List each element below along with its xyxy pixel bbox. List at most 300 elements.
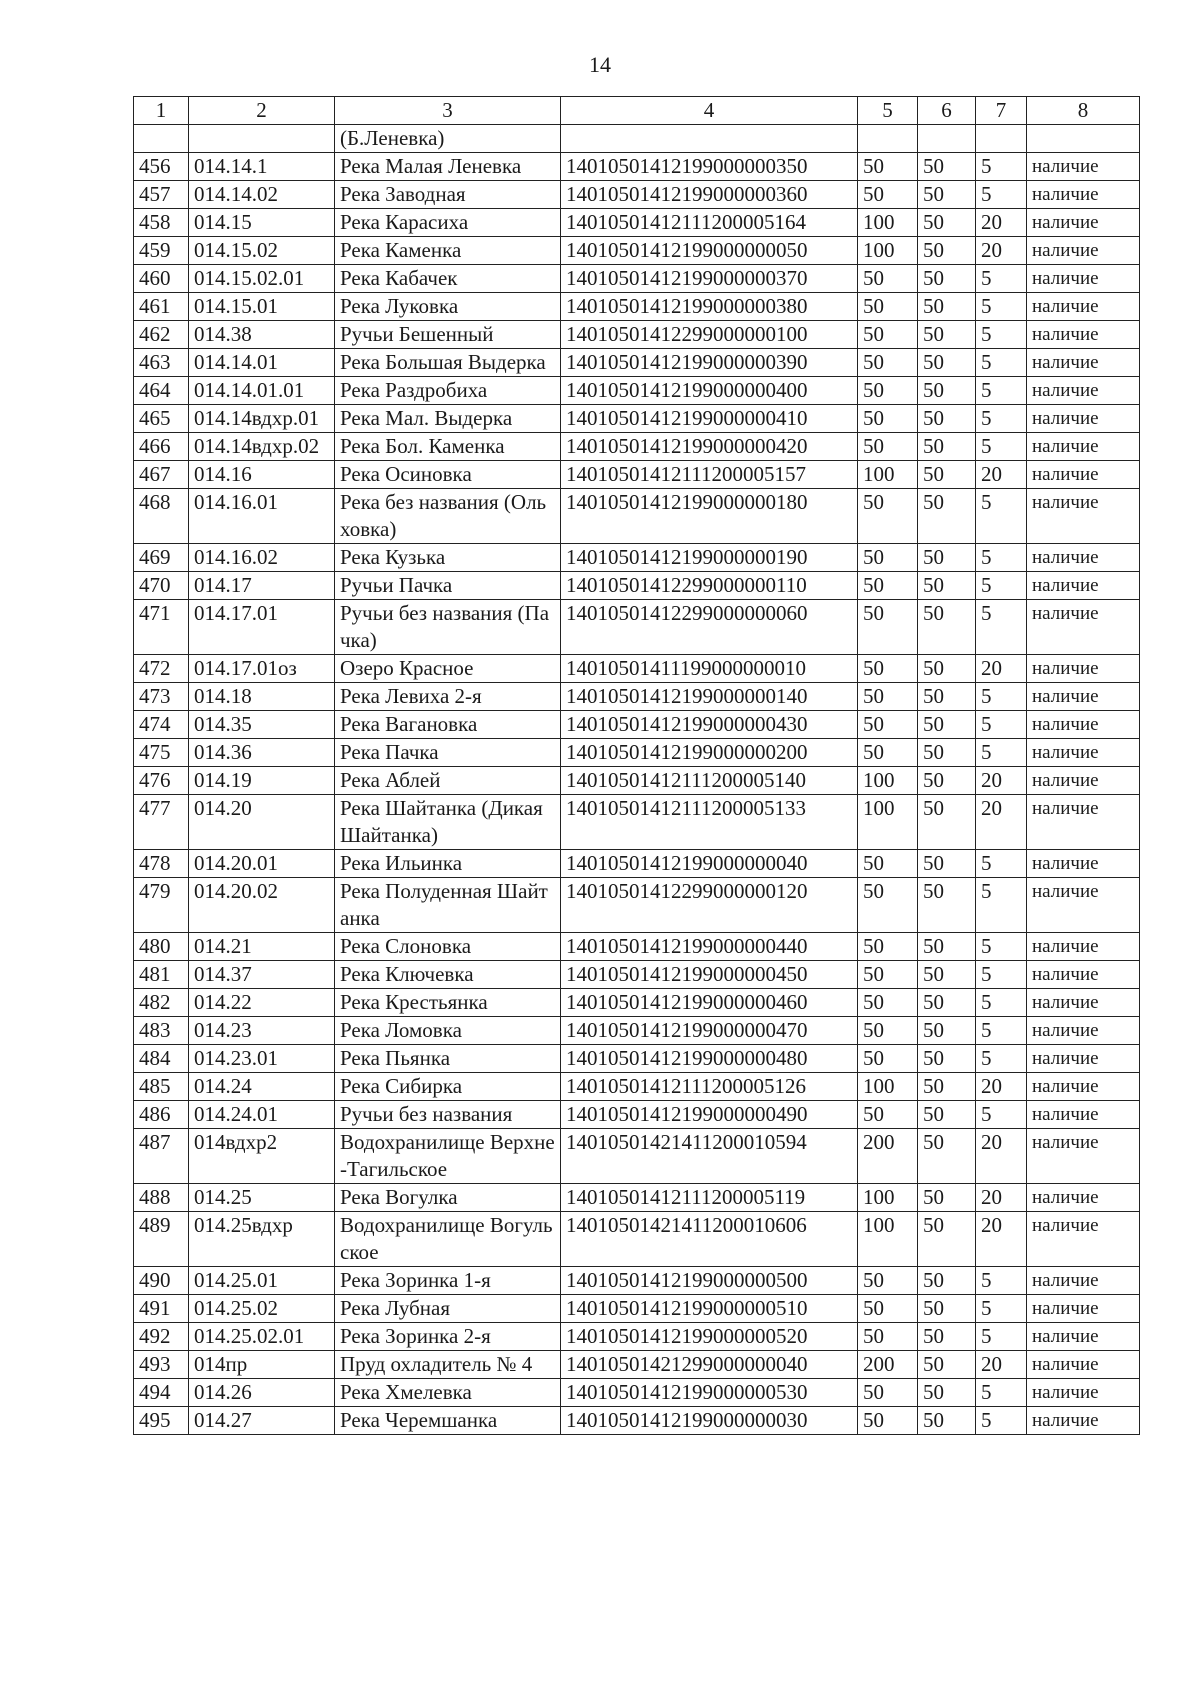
cell-col7: 20 — [976, 237, 1027, 265]
cell-name: Ручьи без названия — [335, 1101, 561, 1129]
table-row — [134, 655, 1140, 683]
cell-registry-code: 14010501412299000000110 — [561, 572, 858, 600]
cell-col5: 50 — [858, 293, 918, 321]
cell-number: 458 — [134, 209, 189, 237]
cell-number: 495 — [134, 1407, 189, 1435]
cell-col5: 100 — [858, 795, 918, 850]
cell-col7: 5 — [976, 1045, 1027, 1073]
cell-col5: 50 — [858, 850, 918, 878]
cell-col5: 100 — [858, 767, 918, 795]
cell-col7: 5 — [976, 265, 1027, 293]
cell-col6: 50 — [918, 1129, 976, 1184]
cell-code: 014.26 — [189, 1379, 335, 1407]
cell-col7: 20 — [976, 767, 1027, 795]
cell-col5: 100 — [858, 1184, 918, 1212]
cell-registry-code: 14010501412199000000520 — [561, 1323, 858, 1351]
cell-col6: 50 — [918, 1045, 976, 1073]
cell-number: 475 — [134, 739, 189, 767]
cell-col5: 50 — [858, 989, 918, 1017]
cell-status: наличие — [1027, 1295, 1140, 1323]
column-header-3: 3 — [335, 97, 561, 125]
cell-name: Река Кабачек — [335, 265, 561, 293]
column-header-4: 4 — [561, 97, 858, 125]
table-row — [134, 1212, 1140, 1267]
cell-registry-code: 14010501412199000000430 — [561, 711, 858, 739]
cell-col6: 50 — [918, 683, 976, 711]
cell-col6: 50 — [918, 1073, 976, 1101]
cell-number: 463 — [134, 349, 189, 377]
cell-number: 478 — [134, 850, 189, 878]
cell-registry-code: 14010501412199000000440 — [561, 933, 858, 961]
cell-registry-code: 14010501412199000000510 — [561, 1295, 858, 1323]
cell-registry-code: 14010501412199000000040 — [561, 850, 858, 878]
cell-number: 465 — [134, 405, 189, 433]
cell-col5: 50 — [858, 683, 918, 711]
cell-name: Река Карасиха — [335, 209, 561, 237]
table-row — [134, 489, 1140, 544]
continuation-row — [134, 125, 1140, 153]
cell-col6: 50 — [918, 544, 976, 572]
cell-status: наличие — [1027, 655, 1140, 683]
cell-name: Ручьи Пачка — [335, 572, 561, 600]
cell-status: наличие — [1027, 209, 1140, 237]
cell-registry-code: 14010501412111200005126 — [561, 1073, 858, 1101]
table-row — [134, 989, 1140, 1017]
cell-col5: 50 — [858, 181, 918, 209]
cell-code: 014.37 — [189, 961, 335, 989]
cell-code: 014.20.02 — [189, 878, 335, 933]
cell-col5: 50 — [858, 153, 918, 181]
table-row — [134, 850, 1140, 878]
cell-col7: 5 — [976, 293, 1027, 321]
cell-name: Река Раздробиха — [335, 377, 561, 405]
cell-col7: 20 — [976, 655, 1027, 683]
cell-registry-code: 14010501412111200005164 — [561, 209, 858, 237]
cell-number: 486 — [134, 1101, 189, 1129]
column-header-1: 1 — [134, 97, 189, 125]
cell-col7: 5 — [976, 1407, 1027, 1435]
column-header-5: 5 — [858, 97, 918, 125]
cell-name: Река Ключевка — [335, 961, 561, 989]
cell-name: Река Мал. Выдерка — [335, 405, 561, 433]
cell-registry-code: 14010501412199000000350 — [561, 153, 858, 181]
cell-col6: 50 — [918, 153, 976, 181]
cell-name: Река Пьянка — [335, 1045, 561, 1073]
cell-registry-code: 14010501421299000000040 — [561, 1351, 858, 1379]
cell-name: Река Вогулка — [335, 1184, 561, 1212]
cell-registry-code: 14010501412299000000060 — [561, 600, 858, 655]
cell-code: 014.15.01 — [189, 293, 335, 321]
cell-number: 481 — [134, 961, 189, 989]
table-row — [134, 683, 1140, 711]
cell-col5: 200 — [858, 1351, 918, 1379]
cell-col7: 20 — [976, 1212, 1027, 1267]
cell-status: наличие — [1027, 1407, 1140, 1435]
cell-status: наличие — [1027, 433, 1140, 461]
cell-col6: 50 — [918, 1267, 976, 1295]
cell-col6: 50 — [918, 181, 976, 209]
cell-code: 014.38 — [189, 321, 335, 349]
cell-status: наличие — [1027, 181, 1140, 209]
cell-col7: 5 — [976, 321, 1027, 349]
cell-registry-code: 14010501412199000000140 — [561, 683, 858, 711]
cell-name: Водохранилище Вогульское — [335, 1212, 561, 1267]
cell-code: 014.25 — [189, 1184, 335, 1212]
cell-status: наличие — [1027, 153, 1140, 181]
cell-registry-code: 14010501412111200005140 — [561, 767, 858, 795]
cell-name: Река Черемшанка — [335, 1407, 561, 1435]
cell-registry-code: 14010501412199000000380 — [561, 293, 858, 321]
water-objects-table — [133, 96, 1140, 1435]
cell-code: 014.16.01 — [189, 489, 335, 544]
cell-code: 014вдхр2 — [189, 1129, 335, 1184]
cell-name: Река Сибирка — [335, 1073, 561, 1101]
cell-col6: 50 — [918, 933, 976, 961]
table-row — [134, 461, 1140, 489]
cell-col7: 5 — [976, 153, 1027, 181]
table-row — [134, 1045, 1140, 1073]
cell-col6: 50 — [918, 989, 976, 1017]
cell-name: Река Шайтанка (Дикая Шайтанка) — [335, 795, 561, 850]
cell-col7: 20 — [976, 795, 1027, 850]
cell-col7: 5 — [976, 349, 1027, 377]
cell-name: Река без названия (Ольховка) — [335, 489, 561, 544]
cell-code: 014.16 — [189, 461, 335, 489]
cell-code: 014пр — [189, 1351, 335, 1379]
cell-col6: 50 — [918, 600, 976, 655]
cell-col7: 5 — [976, 572, 1027, 600]
cell-name: Река Зоринка 2-я — [335, 1323, 561, 1351]
cell-col7 — [976, 125, 1027, 153]
cell-name: Река Слоновка — [335, 933, 561, 961]
cell-status: наличие — [1027, 1184, 1140, 1212]
cell-col7: 5 — [976, 1323, 1027, 1351]
cell-number: 476 — [134, 767, 189, 795]
cell-col6: 50 — [918, 878, 976, 933]
cell-code: 014.17.01 — [189, 600, 335, 655]
cell-col5: 50 — [858, 349, 918, 377]
cell-registry-code: 14010501412299000000120 — [561, 878, 858, 933]
table-row — [134, 572, 1140, 600]
cell-status: наличие — [1027, 1379, 1140, 1407]
cell-status: наличие — [1027, 377, 1140, 405]
cell-number: 492 — [134, 1323, 189, 1351]
table-row — [134, 433, 1140, 461]
table-row — [134, 739, 1140, 767]
cell-col7: 5 — [976, 600, 1027, 655]
cell-col6: 50 — [918, 572, 976, 600]
cell-col5: 50 — [858, 1295, 918, 1323]
cell-registry-code: 14010501412199000000470 — [561, 1017, 858, 1045]
cell-col6: 50 — [918, 1351, 976, 1379]
cell-col7: 20 — [976, 461, 1027, 489]
cell-col6: 50 — [918, 767, 976, 795]
cell-name: Озеро Красное — [335, 655, 561, 683]
table-row — [134, 237, 1140, 265]
cell-col7: 5 — [976, 181, 1027, 209]
cell-status: наличие — [1027, 1323, 1140, 1351]
cell-status: наличие — [1027, 489, 1140, 544]
cell-col7: 5 — [976, 711, 1027, 739]
cell-registry-code: 14010501412111200005133 — [561, 795, 858, 850]
table-row — [134, 293, 1140, 321]
cell-number: 470 — [134, 572, 189, 600]
cell-name: Река Ильинка — [335, 850, 561, 878]
cell-code: 014.20.01 — [189, 850, 335, 878]
cell-col6: 50 — [918, 1017, 976, 1045]
cell-code: 014.36 — [189, 739, 335, 767]
cell-number: 493 — [134, 1351, 189, 1379]
cell-status: наличие — [1027, 461, 1140, 489]
cell-col5: 50 — [858, 1101, 918, 1129]
cell-col6: 50 — [918, 489, 976, 544]
cell-col5: 200 — [858, 1129, 918, 1184]
cell-col6: 50 — [918, 850, 976, 878]
cell-col6: 50 — [918, 461, 976, 489]
cell-col7: 20 — [976, 1351, 1027, 1379]
cell-status: наличие — [1027, 1267, 1140, 1295]
cell-col7: 5 — [976, 683, 1027, 711]
cell-number: 490 — [134, 1267, 189, 1295]
column-header-8: 8 — [1027, 97, 1140, 125]
table-row — [134, 349, 1140, 377]
cell-name: (Б.Леневка) — [335, 125, 561, 153]
cell-status: наличие — [1027, 349, 1140, 377]
cell-col6 — [918, 125, 976, 153]
cell-col6: 50 — [918, 711, 976, 739]
cell-name: Река Аблей — [335, 767, 561, 795]
cell-name: Река Пачка — [335, 739, 561, 767]
cell-code: 014.14.1 — [189, 153, 335, 181]
cell-code: 014.25вдхр — [189, 1212, 335, 1267]
cell-status: наличие — [1027, 237, 1140, 265]
cell-col7: 20 — [976, 1129, 1027, 1184]
cell-col6: 50 — [918, 237, 976, 265]
cell-col6: 50 — [918, 961, 976, 989]
table-row — [134, 1184, 1140, 1212]
cell-name: Река Ломовка — [335, 1017, 561, 1045]
cell-status: наличие — [1027, 683, 1140, 711]
table-row — [134, 209, 1140, 237]
cell-number: 491 — [134, 1295, 189, 1323]
cell-registry-code: 14010501421411200010594 — [561, 1129, 858, 1184]
cell-code: 014.14.01.01 — [189, 377, 335, 405]
cell-status: наличие — [1027, 878, 1140, 933]
cell-name: Река Зоринка 1-я — [335, 1267, 561, 1295]
cell-registry-code: 14010501412199000000190 — [561, 544, 858, 572]
cell-col6: 50 — [918, 1407, 976, 1435]
cell-number: 488 — [134, 1184, 189, 1212]
cell-status: наличие — [1027, 1351, 1140, 1379]
cell-number: 466 — [134, 433, 189, 461]
cell-col5: 50 — [858, 321, 918, 349]
table-row — [134, 1073, 1140, 1101]
cell-code: 014.17.01оз — [189, 655, 335, 683]
table-row — [134, 933, 1140, 961]
cell-registry-code: 14010501412199000000530 — [561, 1379, 858, 1407]
cell-number: 484 — [134, 1045, 189, 1073]
cell-col7: 5 — [976, 1379, 1027, 1407]
cell-col5: 50 — [858, 1407, 918, 1435]
cell-col5: 50 — [858, 1045, 918, 1073]
cell-number — [134, 125, 189, 153]
cell-col6: 50 — [918, 321, 976, 349]
table-row — [134, 153, 1140, 181]
cell-registry-code: 14010501412199000000420 — [561, 433, 858, 461]
cell-code: 014.19 — [189, 767, 335, 795]
cell-col7: 5 — [976, 544, 1027, 572]
cell-registry-code — [561, 125, 858, 153]
cell-status: наличие — [1027, 265, 1140, 293]
cell-registry-code: 14010501412199000000390 — [561, 349, 858, 377]
cell-col7: 5 — [976, 1295, 1027, 1323]
cell-col6: 50 — [918, 1184, 976, 1212]
cell-number: 479 — [134, 878, 189, 933]
cell-col6: 50 — [918, 739, 976, 767]
table-row — [134, 1017, 1140, 1045]
cell-col5 — [858, 125, 918, 153]
cell-status: наличие — [1027, 961, 1140, 989]
column-header-6: 6 — [918, 97, 976, 125]
cell-number: 462 — [134, 321, 189, 349]
cell-code: 014.20 — [189, 795, 335, 850]
cell-number: 485 — [134, 1073, 189, 1101]
cell-col7: 5 — [976, 878, 1027, 933]
cell-name: Река Заводная — [335, 181, 561, 209]
table-row — [134, 1129, 1140, 1184]
cell-number: 477 — [134, 795, 189, 850]
cell-col6: 50 — [918, 795, 976, 850]
cell-col6: 50 — [918, 1212, 976, 1267]
cell-col7: 5 — [976, 1017, 1027, 1045]
cell-name: Водохранилище Верхне-Тагильское — [335, 1129, 561, 1184]
cell-name: Ручьи Бешенный — [335, 321, 561, 349]
cell-col5: 50 — [858, 600, 918, 655]
cell-name: Река Каменка — [335, 237, 561, 265]
cell-code: 014.25.02.01 — [189, 1323, 335, 1351]
cell-col6: 50 — [918, 293, 976, 321]
cell-registry-code: 14010501412199000000500 — [561, 1267, 858, 1295]
cell-registry-code: 14010501411199000000010 — [561, 655, 858, 683]
cell-name: Река Хмелевка — [335, 1379, 561, 1407]
cell-col7: 5 — [976, 933, 1027, 961]
cell-registry-code: 14010501412199000000480 — [561, 1045, 858, 1073]
cell-code: 014.14.01 — [189, 349, 335, 377]
cell-code: 014.23.01 — [189, 1045, 335, 1073]
cell-code: 014.24 — [189, 1073, 335, 1101]
cell-code: 014.22 — [189, 989, 335, 1017]
cell-code: 014.15.02 — [189, 237, 335, 265]
cell-col7: 5 — [976, 433, 1027, 461]
cell-status — [1027, 125, 1140, 153]
cell-status: наличие — [1027, 989, 1140, 1017]
table-row — [134, 795, 1140, 850]
cell-registry-code: 14010501421411200010606 — [561, 1212, 858, 1267]
cell-col6: 50 — [918, 377, 976, 405]
table-row — [134, 1379, 1140, 1407]
table-row — [134, 181, 1140, 209]
cell-number: 456 — [134, 153, 189, 181]
cell-status: наличие — [1027, 1101, 1140, 1129]
cell-registry-code: 14010501412299000000100 — [561, 321, 858, 349]
cell-name: Река Вагановка — [335, 711, 561, 739]
cell-col7: 5 — [976, 850, 1027, 878]
cell-registry-code: 14010501412199000000490 — [561, 1101, 858, 1129]
cell-code: 014.16.02 — [189, 544, 335, 572]
cell-status: наличие — [1027, 1073, 1140, 1101]
cell-status: наличие — [1027, 600, 1140, 655]
cell-number: 461 — [134, 293, 189, 321]
table-row — [134, 265, 1140, 293]
cell-status: наличие — [1027, 544, 1140, 572]
header-row — [134, 97, 1140, 125]
cell-registry-code: 14010501412199000000180 — [561, 489, 858, 544]
table-row — [134, 321, 1140, 349]
cell-col6: 50 — [918, 405, 976, 433]
cell-col6: 50 — [918, 1323, 976, 1351]
cell-number: 464 — [134, 377, 189, 405]
cell-col7: 5 — [976, 489, 1027, 544]
cell-col5: 50 — [858, 739, 918, 767]
cell-code: 014.25.02 — [189, 1295, 335, 1323]
table-row — [134, 767, 1140, 795]
cell-col7: 5 — [976, 405, 1027, 433]
cell-code: 014.18 — [189, 683, 335, 711]
cell-col6: 50 — [918, 433, 976, 461]
cell-number: 489 — [134, 1212, 189, 1267]
cell-col7: 20 — [976, 1184, 1027, 1212]
cell-registry-code: 14010501412199000000030 — [561, 1407, 858, 1435]
cell-status: наличие — [1027, 572, 1140, 600]
cell-number: 457 — [134, 181, 189, 209]
cell-col5: 50 — [858, 405, 918, 433]
cell-col6: 50 — [918, 1379, 976, 1407]
cell-registry-code: 14010501412111200005157 — [561, 461, 858, 489]
cell-status: наличие — [1027, 1129, 1140, 1184]
cell-col5: 50 — [858, 1017, 918, 1045]
table-row — [134, 1101, 1140, 1129]
cell-number: 467 — [134, 461, 189, 489]
cell-registry-code: 14010501412199000000460 — [561, 989, 858, 1017]
cell-col5: 50 — [858, 544, 918, 572]
cell-number: 469 — [134, 544, 189, 572]
cell-code: 014.15 — [189, 209, 335, 237]
cell-col7: 5 — [976, 989, 1027, 1017]
cell-status: наличие — [1027, 711, 1140, 739]
cell-name: Река Большая Выдерка — [335, 349, 561, 377]
cell-col5: 100 — [858, 1073, 918, 1101]
cell-name: Река Бол. Каменка — [335, 433, 561, 461]
cell-col5: 100 — [858, 209, 918, 237]
cell-name: Река Левиха 2-я — [335, 683, 561, 711]
cell-col7: 20 — [976, 1073, 1027, 1101]
cell-col7: 5 — [976, 1267, 1027, 1295]
cell-status: наличие — [1027, 321, 1140, 349]
table-row — [134, 1323, 1140, 1351]
cell-code: 014.25.01 — [189, 1267, 335, 1295]
cell-code: 014.14вдхр.01 — [189, 405, 335, 433]
cell-number: 459 — [134, 237, 189, 265]
cell-code: 014.23 — [189, 1017, 335, 1045]
cell-status: наличие — [1027, 1017, 1140, 1045]
cell-code: 014.14вдхр.02 — [189, 433, 335, 461]
table-row — [134, 1295, 1140, 1323]
cell-name: Река Кузька — [335, 544, 561, 572]
cell-col6: 50 — [918, 349, 976, 377]
cell-number: 480 — [134, 933, 189, 961]
cell-col5: 50 — [858, 711, 918, 739]
cell-col7: 5 — [976, 377, 1027, 405]
